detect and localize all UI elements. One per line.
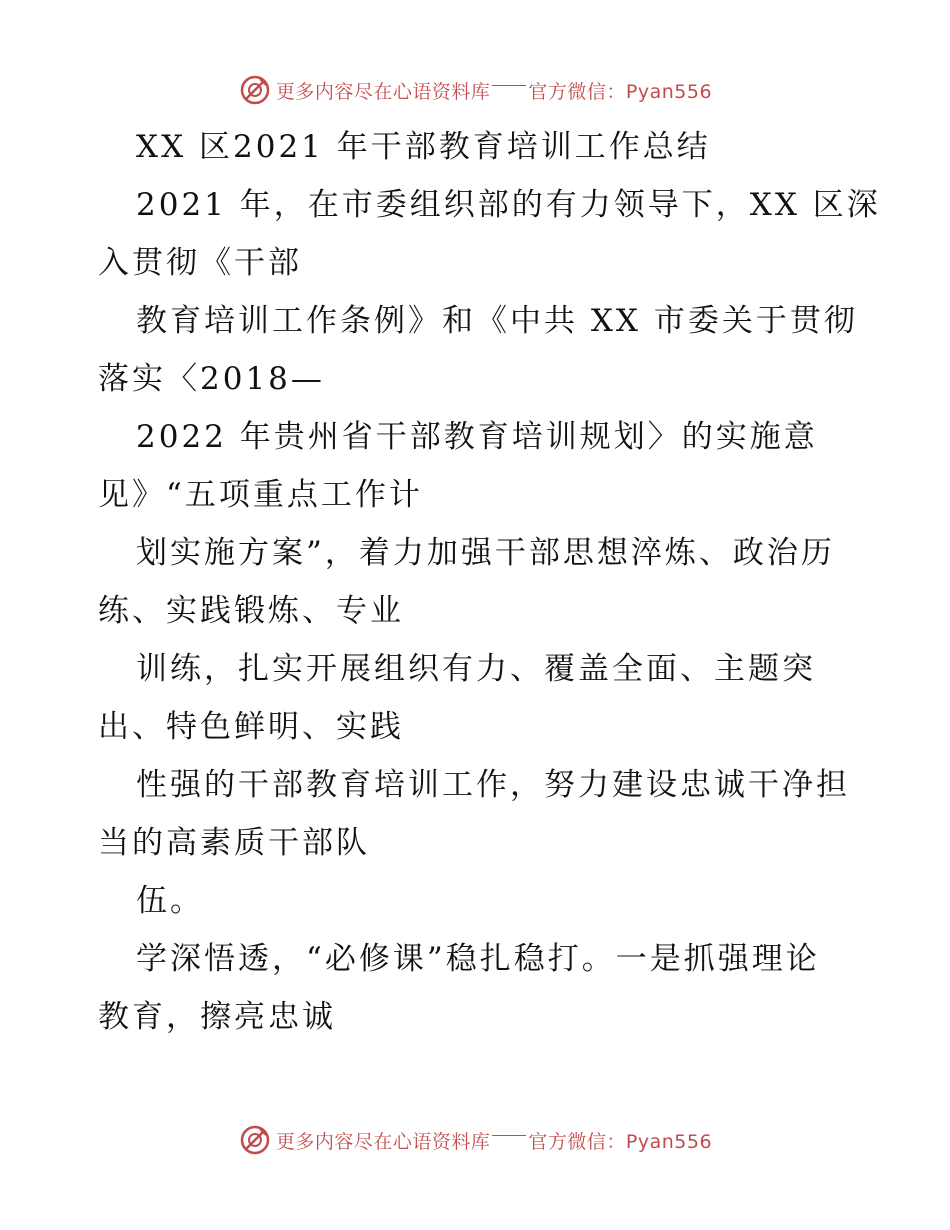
text-line: 练、实践锻炼、专业 (98, 593, 404, 629)
watermark-dash (492, 85, 526, 86)
text-line: 2022 年贵州省干部教育培训规划〉的实施意 (136, 419, 818, 455)
text-line: 教育，擦亮忠诚 (98, 999, 336, 1035)
text-line: 落实〈2018— (98, 361, 325, 397)
document-title: XX 区2021 年干部教育培训工作总结 (136, 129, 711, 165)
footer-watermark (0, 1120, 950, 1160)
text-line: 2021 年，在市委组织部的有力领导下，XX 区深 (136, 187, 881, 223)
text-line: 入贯彻《干部 (98, 245, 302, 281)
watermark-dash (492, 1135, 526, 1136)
watermark-main-text: 更多内容尽在心语资料库 (275, 80, 491, 103)
text-line: 划实施方案”，着力加强干部思想淬炼、政治历 (136, 535, 835, 571)
watermark-sub-text: 官方微信：Pyan556 (528, 80, 713, 103)
brand-logo-icon (238, 1123, 272, 1157)
text-line: 伍。 (136, 883, 204, 919)
brand-logo-icon (238, 73, 272, 107)
watermark-sub-text: 官方微信：Pyan556 (528, 1130, 713, 1153)
header-watermark (0, 70, 950, 110)
text-line: 见》“五项重点工作计 (98, 477, 423, 513)
text-line: 学深悟透，“必修课”稳扎稳打。一是抓强理论 (136, 941, 820, 977)
text-line: 出、特色鲜明、实践 (98, 709, 404, 745)
document-body (98, 118, 881, 1046)
text-line: 训练，扎实开展组织有力、覆盖全面、主题突 (136, 651, 816, 687)
text-line: 当的高素质干部队 (98, 825, 370, 861)
watermark-main-text: 更多内容尽在心语资料库 (275, 1130, 491, 1153)
text-line: 教育培训工作条例》和《中共 XX 市委关于贯彻 (136, 303, 858, 339)
text-line: 性强的干部教育培训工作，努力建设忠诚干净担 (136, 767, 850, 803)
